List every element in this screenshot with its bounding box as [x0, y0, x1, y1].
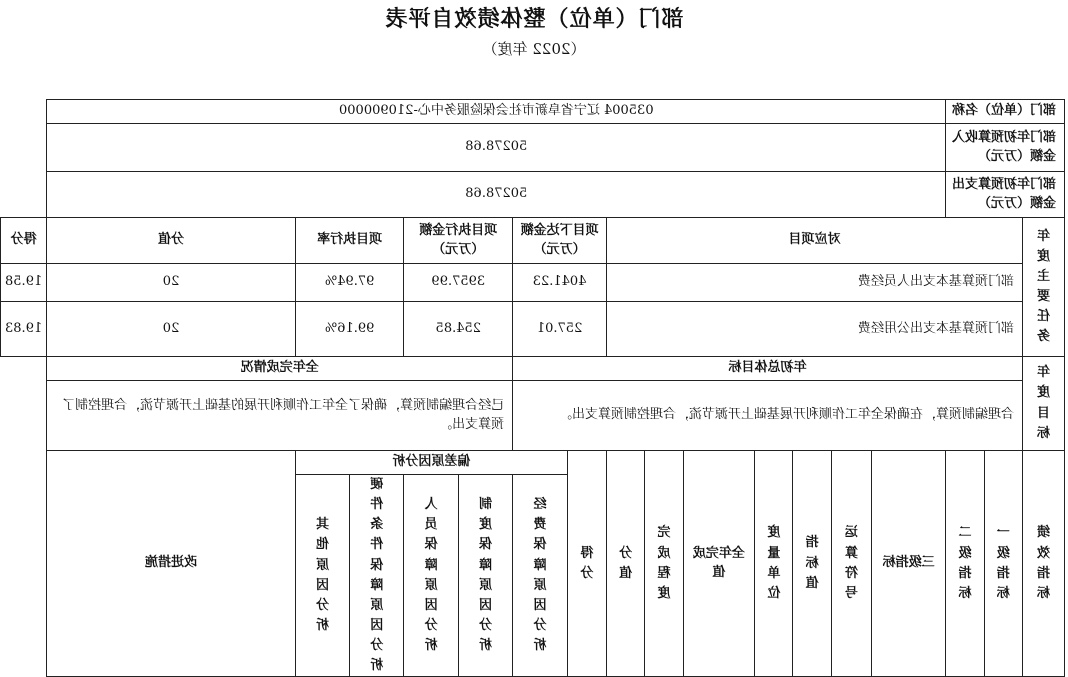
score-value-col: 分值 — [606, 451, 644, 677]
task-score-value: 20 — [47, 264, 296, 302]
task-allocated: 4041.23 — [513, 264, 607, 302]
indicators-section-label: 绩效指标 — [1022, 451, 1064, 677]
tasks-section-label: 年度主要任务 — [1022, 218, 1064, 357]
task-score: 19.58 — [1, 264, 47, 302]
tasks-col-rate: 项目执行率 — [295, 218, 404, 264]
level2-col: 二级指标 — [946, 451, 984, 677]
operator-col: 运算符号 — [831, 451, 871, 677]
page-subtitle: （2022 年度） — [482, 40, 586, 58]
dept-name-value: 035004 辽宁省阜新市社会保险服务中心-210900000 — [47, 100, 946, 124]
deviation-hardware-col: 硬件条件保障原因分析 — [350, 475, 404, 677]
completion-label: 全年完成情况 — [47, 357, 513, 381]
table-row — [1, 302, 1065, 357]
task-project: 部门预算基本支出公用经费 — [606, 302, 1022, 357]
tasks-col-score-value: 分值 — [47, 218, 296, 264]
completion-col: 完成程度 — [645, 451, 683, 677]
task-rate: 97.94% — [295, 264, 404, 302]
unit-col: 度量单位 — [755, 451, 793, 677]
task-allocated: 257.01 — [513, 302, 607, 357]
expense-value: 50278.68 — [47, 172, 946, 218]
score-col: 得分 — [567, 451, 606, 677]
evaluation-table — [0, 99, 1065, 677]
page-title: 部门（单位）整体绩效自评表 — [384, 6, 684, 32]
tasks-col-project: 对应项目 — [606, 218, 1022, 264]
deviation-col: 偏差原因分析 — [295, 451, 567, 475]
deviation-system-col: 制度保障原因分析 — [458, 475, 512, 677]
target-col: 指标值 — [793, 451, 831, 677]
tasks-col-score: 得分 — [1, 218, 47, 264]
dept-name-label: 部门（单位）名称 — [946, 100, 1065, 124]
expense-label: 部门年初预算支出金额（万元） — [946, 172, 1065, 218]
task-executed: 3957.99 — [404, 264, 513, 302]
task-score-value: 20 — [47, 302, 296, 357]
improvement-col: 改进措施 — [47, 451, 296, 677]
task-executed: 254.85 — [404, 302, 513, 357]
initial-goal-text: 合理编制预算，在确保全年工作顺利开展基础上开源节流，合理控制预算支出。 — [513, 381, 1023, 451]
income-value: 50278.68 — [47, 124, 946, 172]
task-score: 19.83 — [1, 302, 47, 357]
income-label: 部门年初预算收入金额（万元） — [946, 124, 1065, 172]
task-rate: 99.16% — [295, 302, 404, 357]
level3-col: 三级指标 — [871, 451, 945, 677]
task-project: 部门预算基本支出人员经费 — [606, 264, 1022, 302]
goals-section-label: 年度目标 — [1022, 357, 1064, 451]
deviation-other-col: 其他原因分析 — [295, 475, 349, 677]
table-row — [1, 264, 1065, 302]
tasks-col-allocated: 项目下达金额（万元） — [513, 218, 607, 264]
level1-col: 一级指标 — [984, 451, 1022, 677]
deviation-funding-col: 经费保障原因分析 — [513, 475, 568, 677]
deviation-staff-col: 人员保障原因分析 — [404, 475, 458, 677]
completion-text: 已经合理编制预算，确保了全年工作顺利开展的基础上开源节流，合理控制了预算支出。 — [47, 381, 513, 451]
actual-col: 全年完成值 — [683, 451, 755, 677]
tasks-col-executed: 项目执行金额（万元） — [404, 218, 513, 264]
initial-goal-label: 年初总体目标 — [513, 357, 1023, 381]
